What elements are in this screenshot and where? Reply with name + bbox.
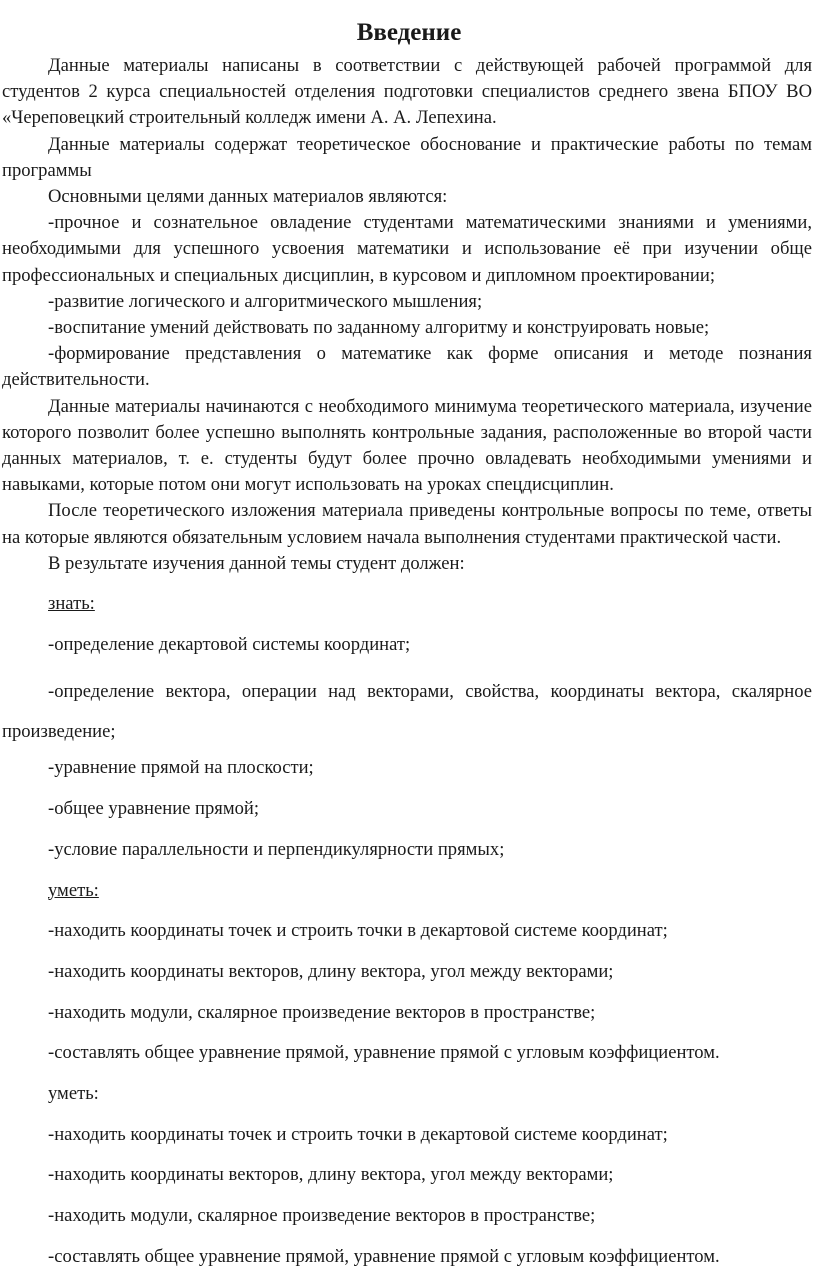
- can-section-1: [2, 878, 812, 1067]
- know-item: -определение вектора, операции над векторами, свойства, координаты вектора, скалярное произведение;: [2, 681, 812, 743]
- paragraph: Данные материалы начинаются с необходимого минимума теоретического материала, изучение которого позволит более успешно выполнять контрольные задания, расположенные во второй части данных материалов, т. е. студенты будут более прочно овладевать необходимыми умениями и навыками, которые потом они могут использовать на уроках спецдисциплин.: [2, 395, 812, 496]
- page-title: Введение: [356, 19, 462, 46]
- know-item: -определение декартовой системы координат;: [48, 633, 411, 655]
- can-heading: уметь:: [48, 1082, 99, 1104]
- can-item: -находить координаты векторов, длину вектора, угол между векторами;: [48, 1164, 614, 1186]
- can-section-2: [2, 1081, 812, 1270]
- know-item: -условие параллельности и перпендикулярности прямых;: [48, 838, 505, 860]
- can-item: -находить координаты точек и строить точки в декартовой системе координат;: [48, 920, 668, 942]
- goal-item: -прочное и сознательное овладение студентами математическими знаниями и умениями, необходимыми для успешного усвоения математики и использование её при изучении обще профессиональных и специальных дисциплин, в курсовом и дипломном проектировании;: [2, 212, 812, 286]
- goal-item: -развитие логического и алгоритмического мышления;: [48, 290, 483, 312]
- paragraph: В результате изучения данной темы студент должен:: [48, 552, 465, 574]
- can-heading: уметь:: [48, 879, 99, 901]
- paragraph: Данные материалы содержат теоретическое обоснование и практические работы по темам программы: [2, 133, 812, 181]
- paragraph: Основными целями данных материалов являются:: [48, 186, 448, 208]
- can-item: -находить модули, скалярное произведение векторов в пространстве;: [48, 1205, 596, 1226]
- paragraph: Данные материалы написаны в соответствии с действующей рабочей программой для студентов 2 курса специальностей отделения подготовки специалистов среднего звена БПОУ ВО «Череповецкий строительный колледж имени А. А. Лепехина.: [2, 55, 812, 129]
- document-page: [0, 18, 816, 1284]
- know-section: [2, 591, 812, 863]
- can-item: -находить координаты векторов, длину вектора, угол между векторами;: [48, 960, 614, 982]
- goal-item: -воспитание умений действовать по заданному алгоритму и конструировать новые;: [48, 317, 710, 339]
- know-item: -уравнение прямой на плоскости;: [48, 757, 314, 779]
- know-heading: знать:: [48, 593, 95, 615]
- paragraph: После теоретического изложения материала приведены контрольные вопросы по теме, ответы на которые являются обязательным условием начала выполнения студентами практической части.: [2, 500, 812, 548]
- know-item: -общее уравнение прямой;: [48, 798, 260, 820]
- can-item: -составлять общее уравнение прямой, уравнение прямой с угловым коэффициентом.: [48, 1042, 720, 1064]
- goal-item: -формирование представления о математике как форме описания и методе познания действительности.: [2, 343, 812, 391]
- can-item: -находить координаты точек и строить точки в декартовой системе координат;: [48, 1123, 668, 1145]
- can-item: -составлять общее уравнение прямой, уравнение прямой с угловым коэффициентом.: [48, 1245, 720, 1267]
- can-item: -находить модули, скалярное произведение векторов в пространстве;: [48, 1001, 596, 1023]
